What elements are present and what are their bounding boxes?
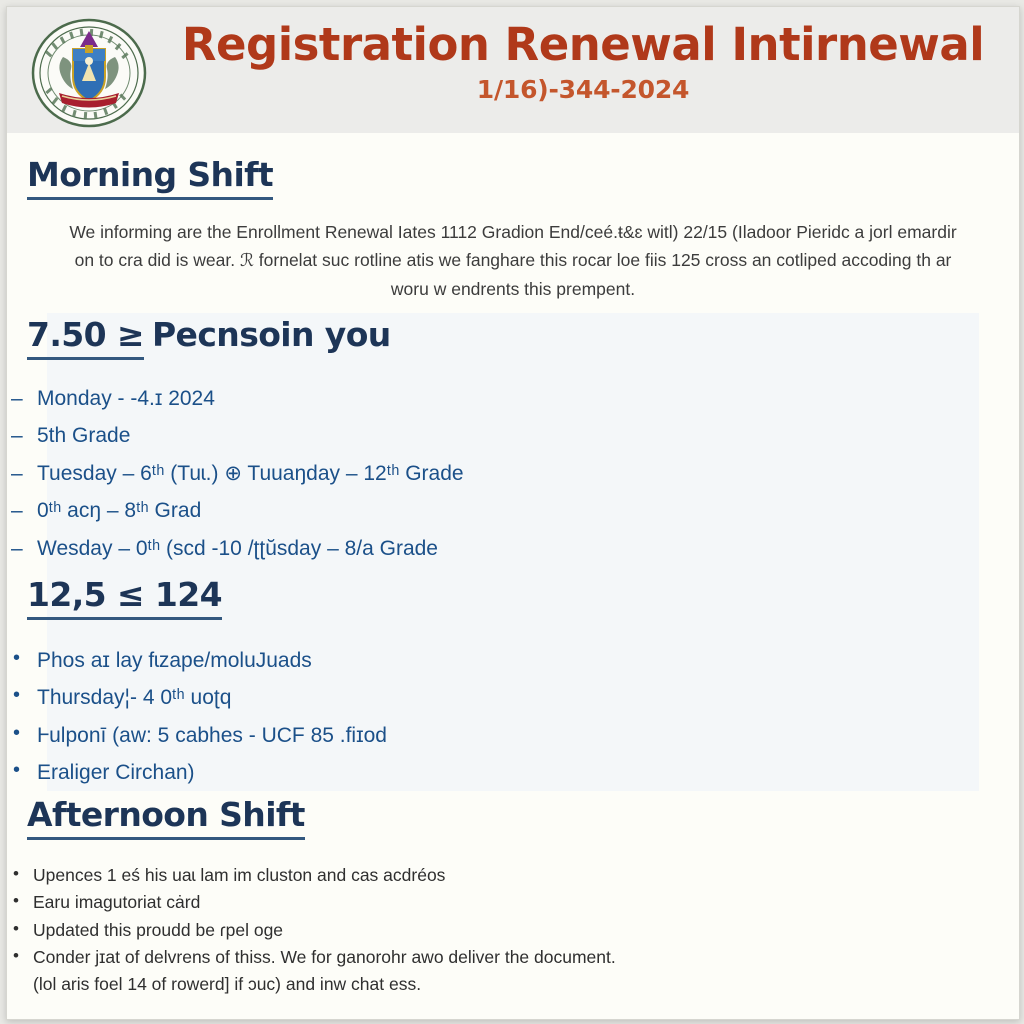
heading-underlined-part: 12,5 ≤ 124 (27, 575, 222, 620)
section-heading-pecnsoin (27, 315, 391, 362)
document-header (7, 7, 1019, 134)
list-item: • Eraliger Circhan) (7, 754, 1019, 791)
bullet-list-twelve-five (7, 642, 1019, 792)
heading-underlined-part: Morning Shift (27, 155, 273, 200)
list-item: – Monday - -4.ɪ 2024 (7, 380, 1019, 417)
document-page (6, 6, 1020, 1020)
list-item: – Wesday – 0ᵗʰ (scd -10 /ʈʈŭsday – 8/a Grade (7, 530, 1019, 567)
list-item: • Upences 1 eś his uaɩ lam im cluston and cas acdréos (7, 862, 1019, 889)
page-subtitle: 1/16)-344-2024 (476, 74, 690, 104)
header-text-block (167, 18, 999, 104)
list-item: • Earu imagutoriat cȧrd (7, 889, 1019, 916)
section-heading-afternoon-shift (27, 795, 305, 842)
list-item: • Thursday¦- 4 0ᵗʰ uoʈq (7, 679, 1019, 716)
list-item: • Ⱶulponī (aw: 5 cabhes - UCF 85 .fiɪod (7, 717, 1019, 754)
page-title: Registration Renewal Intirnewal (181, 18, 985, 71)
section-afternoon-shift (7, 795, 1019, 998)
list-item-continuation: (lol aris foel 14 of rowerd] if ɔuc) and inw chat ess. (33, 974, 422, 995)
heading-underlined-part: 7.50 ≥ (27, 315, 144, 360)
document-body (7, 133, 1019, 1019)
section-heading-morning-shift (27, 155, 273, 202)
section-heading-twelve-five (27, 575, 222, 622)
section-morning-shift (7, 155, 1019, 303)
section-paragraph-morning-shift: We informing are the Enrollment Renewal Iates 1112 Gradion End/ceé.ŧ&ɛ witl) 22/15 (Iladoor Pieridc a jorl emardir on to cra did is wear. ℛ fornelat suc rotline atis we fanghare this rocar loe fiis 125 cross an cotliped accoding th ar woru w endrents this prempent. (69, 222, 957, 299)
dash-list-pecnsoin (7, 380, 1019, 567)
bullet-list-afternoon-shift (7, 862, 1019, 998)
government-seal-emblem-icon (29, 17, 149, 129)
heading-plain-part: Pecnsoin you (151, 315, 391, 354)
document-content (7, 133, 1019, 1019)
list-item: • Updated this proudd be ɾpel oge (7, 917, 1019, 944)
list-item: – Tuesday – 6ᵗʰ (Tuɩ.) ⊕ Tuuaŋday – 12ᵗʰ Grade (7, 455, 1019, 492)
list-item: – 5th Grade (7, 417, 1019, 454)
list-item: • Phos aɪ lay fɩzape/moluJuads (7, 642, 1019, 679)
section-twelve-five (7, 575, 1019, 792)
list-item-text: Conder jɪat of delvrens of thiss. We for ganorohr awo deliver the document. (33, 946, 616, 967)
list-item: – 0ᵗʰ acŋ – 8ᵗʰ Grad (7, 492, 1019, 529)
section-pecnsoin (7, 315, 1019, 567)
heading-underlined-part: Afternoon Shift (27, 795, 305, 840)
list-item (7, 944, 1019, 999)
